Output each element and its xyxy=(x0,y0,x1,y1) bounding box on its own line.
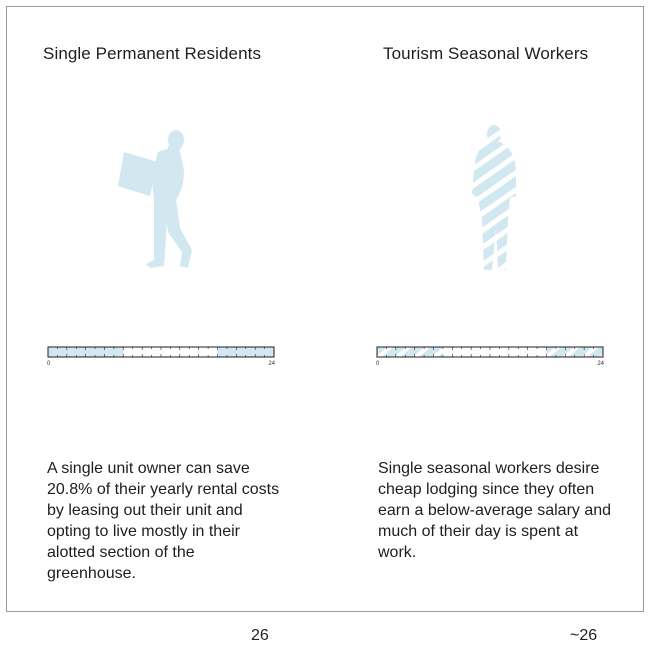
left-timeline xyxy=(47,346,275,370)
person-carrying-box-icon xyxy=(110,128,210,273)
standing-person-icon xyxy=(468,124,524,274)
page-number-right: ~26 xyxy=(570,627,598,644)
right-description: Single seasonal workers desire cheap lodging since they often earn a below-average salary and much of their day is spent at work. xyxy=(378,460,612,561)
timeline-start-label: 0 xyxy=(47,361,51,367)
page-number-left: 26 xyxy=(251,627,269,644)
left-column-title: Single Permanent Residents xyxy=(43,44,262,63)
right-column-title: Tourism Seasonal Workers xyxy=(383,44,589,63)
timeline-start-label: 0 xyxy=(376,361,380,367)
right-timeline-bar xyxy=(376,346,604,360)
timeline-end-label: 24 xyxy=(268,361,275,367)
timeline-end-label: 24 xyxy=(597,361,604,367)
left-description: A single unit owner can save 20.8% of their yearly rental costs by leasing out their unit and opting to live mostly in their alotted section of the greenhouse. xyxy=(47,460,280,582)
right-timeline xyxy=(376,346,604,370)
timeline-filled-range xyxy=(377,347,443,357)
left-timeline-bar xyxy=(47,346,275,360)
